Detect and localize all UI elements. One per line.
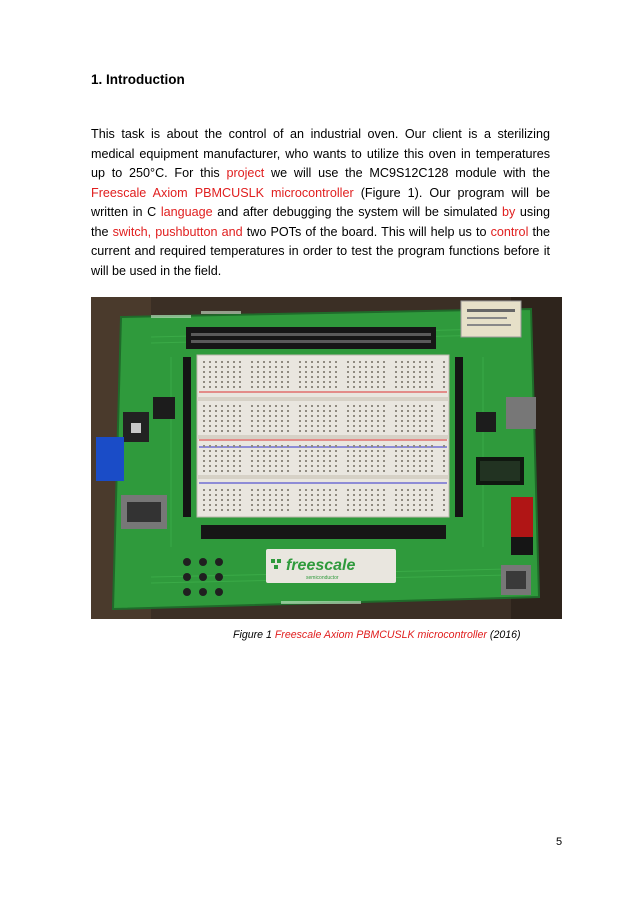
terminal-black [511,537,533,555]
caption-year: (2016) [489,629,521,641]
right-header [455,357,463,517]
board-illustration [91,297,562,619]
paragraph-line [91,242,550,262]
board-logo-text: freescale [286,557,356,574]
highlighted-term: language [160,205,213,219]
caption-title: Freescale Axiom PBMCUSLK microcontroller [274,629,487,641]
dip-switch [96,437,124,481]
text-run: the [528,224,550,239]
paragraph-line [91,203,550,223]
caption-label: Figure 1 [233,629,272,641]
intro-paragraph [91,125,550,281]
mcu-chip [476,412,496,432]
highlighted-term: switch, pushbutton and [112,224,243,239]
highlighted-term: Freescale Axiom PBMCUSLK microcontroller [91,185,354,200]
text-run: written in C [91,205,161,219]
text-run: we will use the MC9S12C128 module with the [264,166,551,180]
paragraph-line [91,145,550,165]
usb-right [506,397,536,429]
paragraph-line [91,223,550,243]
chip-left [153,397,175,419]
page-number: 5 [556,836,563,848]
bottom-connector [201,525,446,539]
highlighted-term: control [490,224,529,239]
text-run: up to 250°C. For this [91,166,227,180]
text-run: This task is about the control of an industrial oven. Our client is a sterilizing [91,127,550,141]
text-run: and after debugging the system will be simulated [212,205,502,219]
pushbuttons [183,558,223,596]
text-run: will be used in the field. [91,263,222,278]
paragraph-line [91,125,550,145]
text-run: two POTs of the board. This will help us to [242,224,491,239]
highlighted-term: by [501,205,516,219]
text-run: using [515,205,550,219]
paragraph-line [91,262,550,282]
text-run: the [91,224,113,239]
board-photo [91,297,562,619]
top-connector [186,327,436,349]
highlighted-term: project [226,166,265,180]
left-header [183,357,191,517]
board-logo-sub: semiconductor [306,575,339,581]
text-run: (Figure 1). Our program will be [353,185,551,200]
figure-caption [233,629,521,641]
section-heading: 1. Introduction [91,72,185,87]
terminal-red [511,497,533,537]
text-run: medical equipment manufacturer, who wants to utilize this oven in temperatures [91,146,550,161]
paragraph-line [91,164,550,184]
text-run: current and required temperatures in order to test the program functions before it [91,244,550,258]
paragraph-line [91,184,550,204]
